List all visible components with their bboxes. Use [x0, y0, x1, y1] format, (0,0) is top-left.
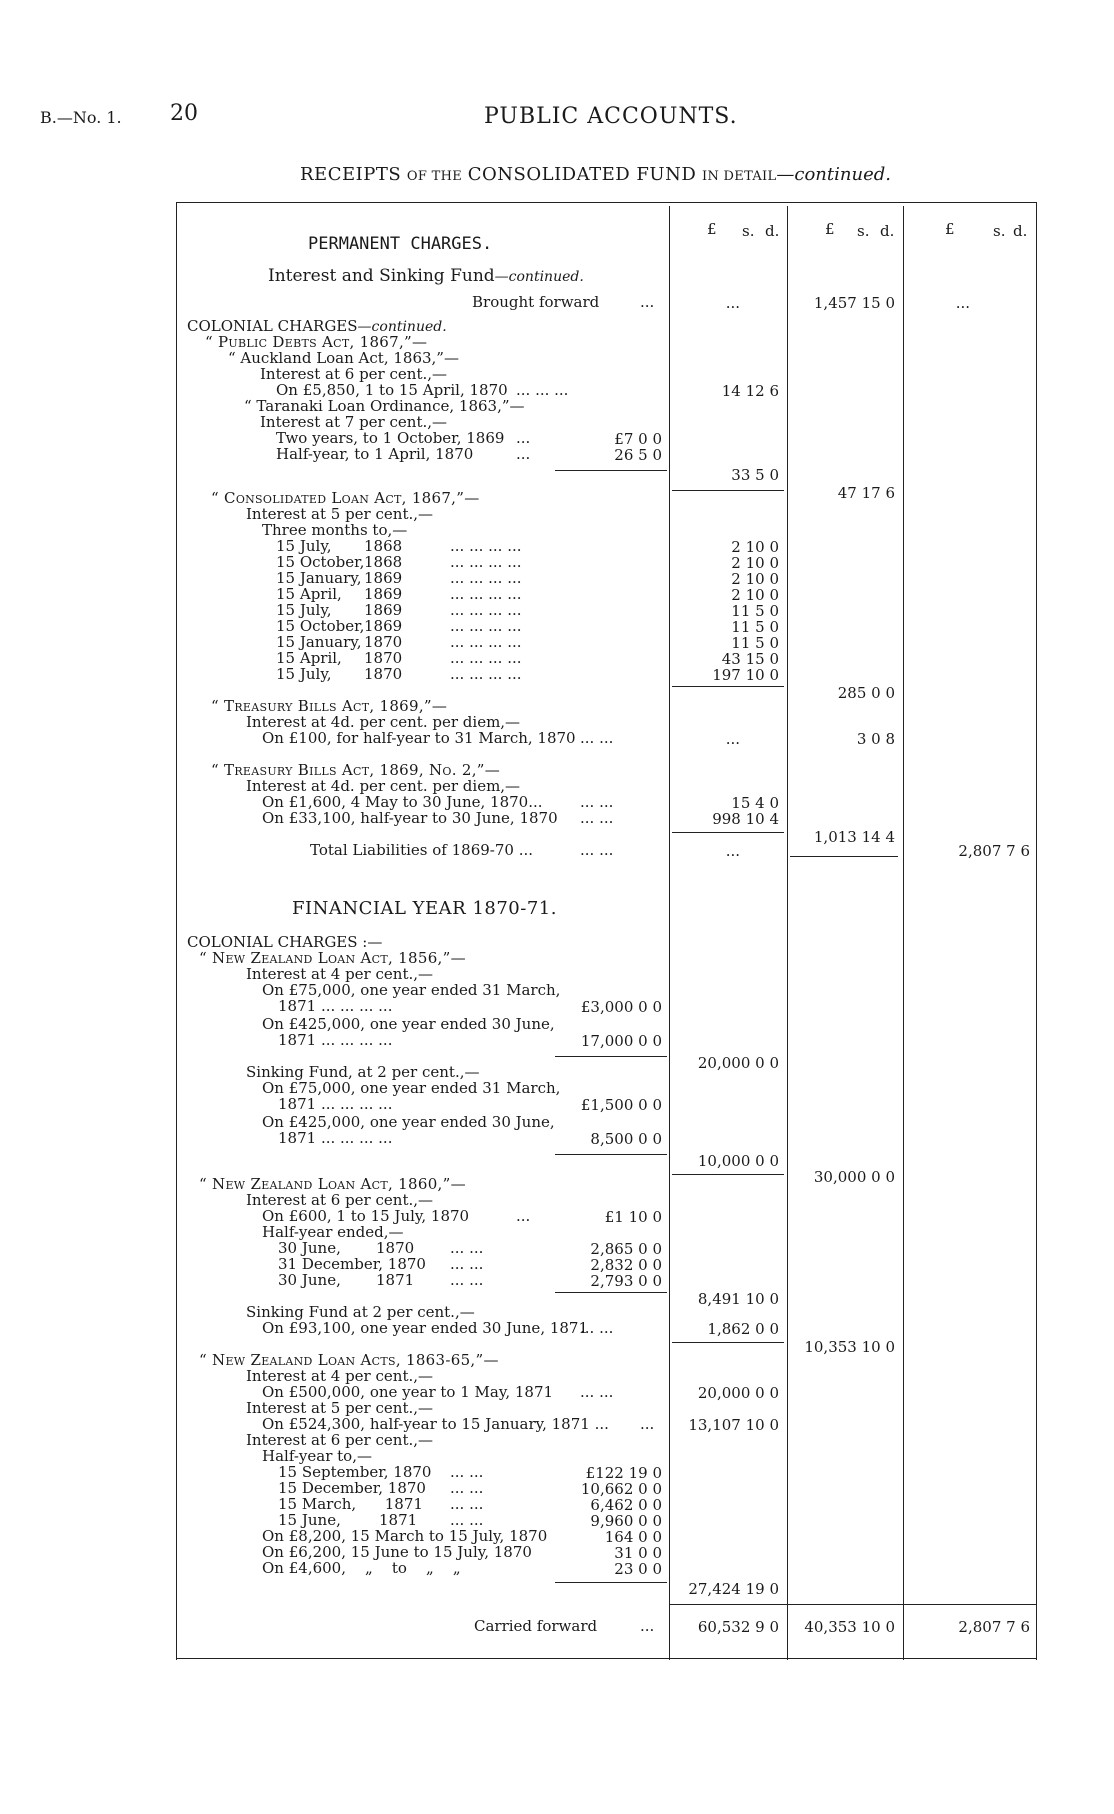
tba-dots: ... ... [580, 729, 614, 747]
nz63-int5: Interest at 5 per cent.,— [246, 1399, 434, 1417]
nz63-row-value: 23 0 0 [614, 1560, 662, 1578]
nz60-int-c1: 8,491 10 0 [697, 1290, 779, 1308]
tba2-c2: 1,013 14 4 [813, 828, 895, 846]
tba-c1: ... [725, 730, 740, 748]
cla-row-dots: ... ... ... ... [450, 601, 522, 619]
nz60-row-year: 1870 [376, 1239, 415, 1257]
cla-row-year: 1868 [364, 537, 403, 555]
nz63-row-value: 10,662 0 0 [580, 1480, 662, 1498]
carried-forward-dots: ... [640, 1617, 655, 1635]
cla-row-dots: ... ... ... ... [450, 537, 522, 555]
nz63-row-label: 15 March, 1871 [278, 1495, 423, 1513]
col1-shilling: s. [742, 222, 755, 240]
taranaki-c1: 33 5 0 [731, 466, 779, 484]
cla-row-dots: ... ... ... ... [450, 553, 522, 571]
subtitle-continued: —continued. [776, 164, 891, 185]
nz63-int4-dots: ... ... [580, 1383, 614, 1401]
tba2-line2-value: 998 10 4 [712, 810, 779, 828]
colonial-cont: —continued. [357, 319, 447, 335]
carried-forward-c3: 2,807 7 6 [958, 1618, 1030, 1636]
nz60-row-date: 30 June, [278, 1239, 341, 1257]
cla-row-year: 1869 [364, 617, 403, 635]
carried-forward-c2: 40,353 10 0 [804, 1618, 895, 1636]
subtitle-of: OF THE [406, 169, 463, 184]
cla-row-dots: ... ... ... ... [450, 665, 522, 683]
subtitle-interest: Interest and Sinking Fund [268, 266, 495, 286]
nz56-sinking: Sinking Fund, at 2 per cent.,— [246, 1063, 480, 1081]
nz63-int4-on: On £500,000, one year to 1 May, 1871 [262, 1383, 554, 1401]
cla-row-year: 1870 [364, 665, 403, 683]
col2-shilling: s. [857, 222, 870, 240]
cla-row-dots: ... ... ... ... [450, 633, 522, 651]
nz60-on-dots: ... [516, 1207, 531, 1225]
brought-forward-dots: ... [640, 293, 655, 311]
auckland-loan-act: “ Auckland Loan Act, 1863,”— [228, 349, 459, 367]
col3-shilling: s. [993, 222, 1006, 240]
nz56-b2: 1871 ... ... ... ... [278, 1031, 393, 1049]
nz63-row-value: 9,960 0 0 [590, 1512, 662, 1530]
col2-pound: £ [825, 220, 835, 238]
cla-row-year: 1869 [364, 569, 403, 587]
col1-rule [669, 206, 670, 1660]
nz-loan-act-1860: “ New Zealand Loan Act, 1860,”— [199, 1175, 466, 1193]
nz63-int4: Interest at 4 per cent.,— [246, 1367, 434, 1385]
taranaki-ordinance: “ Taranaki Loan Ordinance, 1863,”— [244, 397, 525, 415]
nz63-int6-c1: 27,424 19 0 [688, 1580, 779, 1598]
table-top-rule [176, 202, 1036, 203]
cla-row-date: 15 April, [276, 649, 342, 667]
nz63-int6: Interest at 6 per cent.,— [246, 1431, 434, 1449]
cla-row-year: 1869 [364, 601, 403, 619]
total-liabilities-c3: 2,807 7 6 [958, 842, 1030, 860]
colonial-charges-2: COLONIAL CHARGES :— [187, 933, 383, 951]
auckland-c1: 14 12 6 [721, 382, 779, 400]
cla-row-dots: ... ... ... ... [450, 617, 522, 635]
nz60-on-value: £1 10 0 [604, 1208, 662, 1226]
nz63-row-label: On £8,200, 15 March to 15 July, 1870 [262, 1527, 548, 1545]
nz60-row-year: 1871 [376, 1271, 415, 1289]
nz60-row-dots: ... ... [450, 1271, 484, 1289]
total-liabilities-label: Total Liabilities of 1869-70 ... [310, 841, 534, 859]
cla-row-value: 43 15 0 [721, 650, 779, 668]
nz63-int6-rule [555, 1582, 667, 1583]
treasury-bills-act-no2: “ Treasury Bills Act, 1869, No. 2,”— [211, 761, 501, 779]
nz60-row-value: 2,865 0 0 [590, 1240, 662, 1258]
nz60-int-rule [555, 1292, 667, 1293]
cla-row-value: 2 10 0 [731, 570, 779, 588]
nz60-sinking: Sinking Fund at 2 per cent.,— [246, 1303, 475, 1321]
nz63-row-dots: ... ... [450, 1511, 484, 1529]
nz56-d-value: 8,500 0 0 [590, 1130, 662, 1148]
tba2-line1-value: 15 4 0 [731, 794, 779, 812]
nz60-row-dots: ... ... [450, 1239, 484, 1257]
carried-forward-rule [669, 1604, 1036, 1605]
pda-sum-rule [672, 490, 784, 491]
nz60-row-date: 31 December, 1870 [278, 1255, 426, 1273]
nz60-on: On £600, 1 to 15 July, 1870 [262, 1207, 470, 1225]
col1-pound: £ [707, 220, 717, 238]
cla-row-value: 197 10 0 [712, 666, 779, 684]
nz56-c-value: £1,500 0 0 [580, 1096, 662, 1114]
cla-row-date: 15 October, [276, 617, 365, 635]
nz63-row-dots: ... ... [450, 1495, 484, 1513]
total-liabilities-dots: ... ... [580, 841, 614, 859]
nz-loan-acts-1863-65: “ New Zealand Loan Acts, 1863-65,”— [199, 1351, 499, 1369]
nz63-row-value: £122 19 0 [585, 1464, 662, 1482]
cla-row-date: 15 July, [276, 537, 332, 555]
cla-row-date: 15 October, [276, 553, 365, 571]
cla-row-value: 11 5 0 [731, 618, 779, 636]
taranaki-line1-dots: ... [516, 429, 531, 447]
cla-row-date: 15 January, [276, 633, 362, 651]
subtitle-receipts: RECEIPTS [300, 164, 402, 185]
table-bottom-rule [176, 1658, 1036, 1659]
col3-rule [903, 206, 904, 1660]
nz63-int5-on: On £524,300, half-year to 15 January, 1871 ... [262, 1415, 609, 1433]
nz56-b1: On £425,000, one year ended 30 June, [262, 1015, 555, 1033]
nz56-d1: On £425,000, one year ended 30 June, [262, 1113, 555, 1131]
nz63-row-value: 31 0 0 [614, 1544, 662, 1562]
cla-row-value: 2 10 0 [731, 538, 779, 556]
auckland-interest: Interest at 6 per cent.,— [260, 365, 448, 383]
cla-row-year: 1868 [364, 553, 403, 571]
nz63-row-label: 15 December, 1870 [278, 1479, 426, 1497]
nz60-sink-dots: ... ... [580, 1319, 614, 1337]
nz63-row-label: 15 September, 1870 [278, 1463, 432, 1481]
cla-row-value: 11 5 0 [731, 634, 779, 652]
cla-c2: 285 0 0 [837, 684, 895, 702]
cla-row-date: 15 January, [276, 569, 362, 587]
page-number: 20 [170, 101, 198, 126]
nz-loan-act-1856: “ New Zealand Loan Act, 1856,”— [199, 949, 466, 967]
nz60-row-value: 2,793 0 0 [590, 1272, 662, 1290]
nz63-int5-c1: 13,107 10 0 [688, 1416, 779, 1434]
cla-row-year: 1870 [364, 649, 403, 667]
nz56-interest: Interest at 4 per cent.,— [246, 965, 434, 983]
col1-pence: d. [765, 222, 780, 240]
nz63-int5-dots: ... [640, 1415, 655, 1433]
nz60-row-date: 30 June, [278, 1271, 341, 1289]
section-title-permanent: PERMANENT CHARGES. [308, 234, 493, 254]
cla-row-value: 11 5 0 [731, 602, 779, 620]
section-subtitle [268, 266, 584, 286]
nz60-half: Half-year ended,— [262, 1223, 404, 1241]
bf-c1: ... [725, 294, 740, 312]
pda-c2: 47 17 6 [837, 484, 895, 502]
tba2-line1-dots: ... ... [580, 793, 614, 811]
cla-row-date: 15 July, [276, 665, 332, 683]
total-liabilities-c1: ... [725, 842, 740, 860]
nz56-int-c1: 20,000 0 0 [697, 1054, 779, 1072]
cla-row-date: 15 April, [276, 585, 342, 603]
cla-row-date: 15 July, [276, 601, 332, 619]
consolidated-loan-act: “ Consolidated Loan Act, 1867,”— [211, 489, 480, 507]
nz56-a2: 1871 ... ... ... ... [278, 997, 393, 1015]
nz56-sink-c1: 10,000 0 0 [697, 1152, 779, 1170]
nz60-total-rule [672, 1342, 784, 1343]
auckland-on: On £5,850, 1 to 15 April, 1870 [276, 381, 508, 399]
taranaki-sum-rule [555, 470, 667, 471]
auckland-dots: ... ... ... [516, 381, 569, 399]
nz60-interest: Interest at 6 per cent.,— [246, 1191, 434, 1209]
tba-interest: Interest at 4d. per cent. per diem,— [246, 713, 521, 731]
bf-c2: 1,457 15 0 [813, 294, 895, 312]
carried-forward-label: Carried forward [474, 1617, 598, 1635]
tba2-line2-dots: ... ... [580, 809, 614, 827]
subtitle-interest-cont: —continued. [494, 269, 584, 285]
public-debts-act: “ Public Debts Act, 1867,”— [205, 333, 428, 351]
subtitle-in: IN DETAIL [702, 169, 777, 184]
tba-on: On £100, for half-year to 31 March, 1870 [262, 729, 576, 747]
page-title: PUBLIC ACCOUNTS. [484, 104, 738, 129]
nz60-row-dots: ... ... [450, 1255, 484, 1273]
nz60-row-value: 2,832 0 0 [590, 1256, 662, 1274]
colonial-label: COLONIAL CHARGES [187, 317, 358, 335]
nz56-a1: On £75,000, one year ended 31 March, [262, 981, 561, 999]
col3-pence: d. [1013, 222, 1028, 240]
nz63-int4-c1: 20,000 0 0 [697, 1384, 779, 1402]
taranaki-line2: Half-year, to 1 April, 1870 [276, 445, 474, 463]
taranaki-line2-dots: ... [516, 445, 531, 463]
tba2-line1: On £1,600, 4 May to 30 June, 1870... [262, 793, 543, 811]
total-sum-rule [790, 856, 898, 857]
nz60-c2: 10,353 10 0 [804, 1338, 895, 1356]
financial-year-title: FINANCIAL YEAR 1870-71. [292, 898, 557, 919]
table-right-rule [1036, 202, 1037, 1660]
nz56-d2: 1871 ... ... ... ... [278, 1129, 393, 1147]
cla-row-year: 1870 [364, 633, 403, 651]
table-left-rule [176, 202, 177, 1660]
cla-three-months: Three months to,— [262, 521, 408, 539]
nz63-row-label: On £6,200, 15 June to 15 July, 1870 [262, 1543, 532, 1561]
taranaki-line1-value: £7 0 0 [614, 430, 662, 448]
page-ref: B.—No. 1. [40, 108, 122, 127]
cla-row-dots: ... ... ... ... [450, 569, 522, 587]
subtitle-fund: CONSOLIDATED FUND [467, 164, 697, 185]
col3-pound: £ [945, 220, 955, 238]
nz56-int-rule [555, 1056, 667, 1057]
taranaki-line1: Two years, to 1 October, 1869 [276, 429, 505, 447]
cla-row-dots: ... ... ... ... [450, 585, 522, 603]
nz56-sink-rule [555, 1154, 667, 1155]
nz63-row-label: On £4,600, „ to „ „ [262, 1559, 461, 1577]
nz60-sink-on: On £93,100, one year ended 30 June, 1871 [262, 1319, 589, 1337]
taranaki-interest: Interest at 7 per cent.,— [260, 413, 448, 431]
treasury-bills-act: “ Treasury Bills Act, 1869,”— [211, 697, 448, 715]
taranaki-line2-value: 26 5 0 [614, 446, 662, 464]
nz63-row-value: 6,462 0 0 [590, 1496, 662, 1514]
tba-c2: 3 0 8 [856, 730, 895, 748]
cla-row-dots: ... ... ... ... [450, 649, 522, 667]
nz63-half: Half-year to,— [262, 1447, 372, 1465]
nz63-row-label: 15 June, 1871 [278, 1511, 418, 1529]
tba2-sum-rule [672, 832, 784, 833]
nz56-total-rule [672, 1174, 784, 1175]
nz56-c2-total: 30,000 0 0 [813, 1168, 895, 1186]
nz56-b-value: 17,000 0 0 [580, 1032, 662, 1050]
col2-pence: d. [880, 222, 895, 240]
nz56-a-value: £3,000 0 0 [580, 998, 662, 1016]
nz63-row-dots: ... ... [450, 1463, 484, 1481]
cla-row-year: 1869 [364, 585, 403, 603]
carried-forward-c1: 60,532 9 0 [697, 1618, 779, 1636]
col2-rule [787, 206, 788, 1660]
nz63-row-dots: ... ... [450, 1479, 484, 1497]
page-subtitle [300, 164, 891, 185]
cla-row-value: 2 10 0 [731, 554, 779, 572]
cla-interest: Interest at 5 per cent.,— [246, 505, 434, 523]
cla-row-value: 2 10 0 [731, 586, 779, 604]
tba2-interest: Interest at 4d. per cent. per diem,— [246, 777, 521, 795]
nz56-c2: 1871 ... ... ... ... [278, 1095, 393, 1113]
brought-forward-label: Brought forward [472, 293, 600, 311]
nz56-c1: On £75,000, one year ended 31 March, [262, 1079, 561, 1097]
nz63-row-value: 164 0 0 [604, 1528, 662, 1546]
tba2-line2: On £33,100, half-year to 30 June, 1870 [262, 809, 558, 827]
nz60-sink-c1: 1,862 0 0 [707, 1320, 779, 1338]
cla-sum-rule [672, 686, 784, 687]
bf-c3: ... [955, 294, 970, 312]
